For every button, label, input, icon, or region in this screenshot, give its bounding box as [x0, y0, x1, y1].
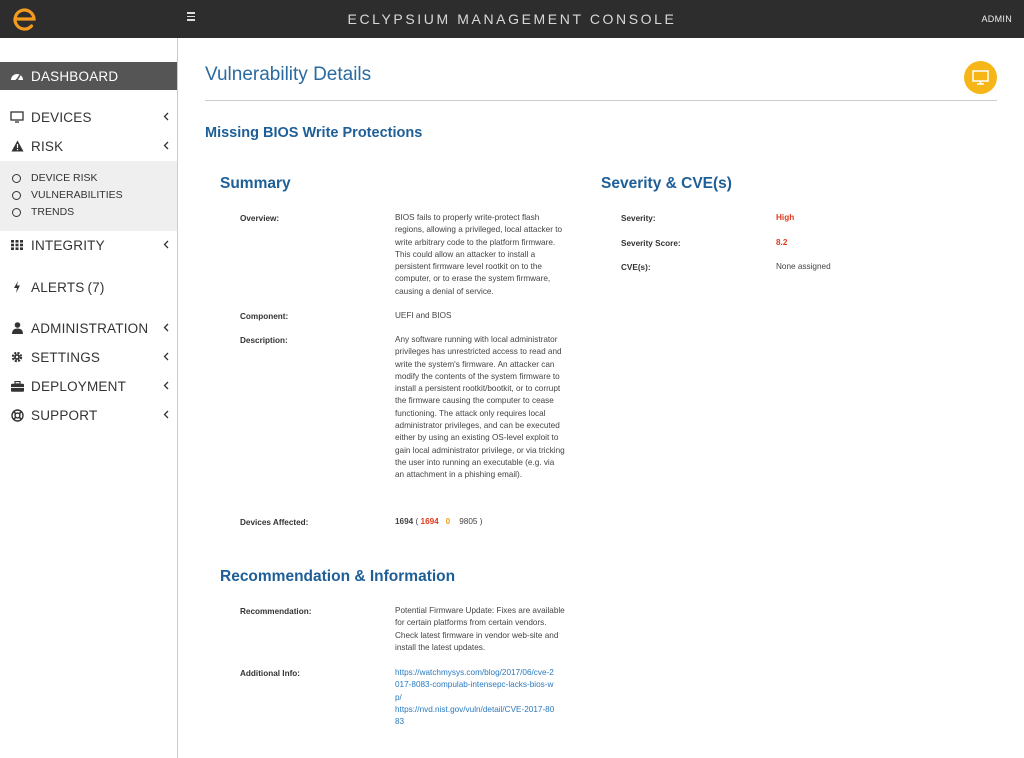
sidebar-item-support[interactable] — [0, 401, 177, 429]
bolt-icon — [10, 280, 24, 294]
severity-label: Severity: — [621, 214, 656, 223]
sidebar-item-label: SETTINGS — [31, 349, 101, 365]
monitor-icon — [972, 70, 989, 85]
devices-total: 1694 — [395, 517, 414, 526]
severity-value: High — [776, 213, 795, 222]
devices-open-paren: ( — [415, 517, 419, 526]
sidebar-item-label: DEPLOYMENT — [31, 378, 127, 394]
dashboard-icon — [10, 69, 24, 83]
sidebar-item-settings[interactable] — [0, 343, 177, 371]
overview-value: BIOS fails to properly write-protect flash regions, allowing a privileged, local attacker to write arbitrary code to the platform firmware. This could allow an attacker to install a persistent firmware level rootkit on to the computer, or to erase the system firmware, causing a denial of service. — [395, 213, 563, 296]
user-icon — [10, 321, 24, 335]
severity-score-label: Severity Score: — [621, 239, 681, 248]
submenu-item-device-risk[interactable] — [12, 171, 98, 185]
devices-medium-count[interactable]: 0 — [445, 517, 451, 526]
sidebar-item-label: DEVICES — [31, 109, 92, 125]
sidebar-item-deployment[interactable] — [0, 372, 177, 400]
lifebuoy-icon — [10, 408, 24, 422]
sidebar-item-risk[interactable] — [0, 132, 177, 160]
gear-icon — [10, 350, 24, 364]
cve-value: None assigned — [776, 262, 831, 271]
user-menu[interactable]: ADMIN — [981, 14, 1012, 24]
submenu-item-vulnerabilities[interactable] — [12, 188, 123, 202]
vulnerability-name: Missing BIOS Write Protections — [205, 125, 423, 141]
title-divider — [205, 100, 997, 101]
devices-high-count[interactable]: 1694 — [420, 517, 439, 526]
sidebar-item-label: ADMINISTRATION — [31, 320, 149, 336]
chevron-left-icon — [163, 240, 169, 249]
chevron-left-icon — [163, 141, 169, 150]
description-label: Description: — [240, 336, 288, 345]
sidebar-item-integrity[interactable] — [0, 231, 177, 259]
devices-close-paren: ) — [479, 517, 483, 526]
chevron-left-icon — [163, 112, 169, 121]
additional-info-link-watchmysys[interactable]: https://watchmysys.com/blog/2017/06/cve-2017-8083-compulab-intensepc-lacks-bios-wp/ — [395, 668, 554, 702]
circle-icon — [12, 191, 21, 200]
devices-affected-value — [395, 516, 595, 528]
sidebar-item-label: DASHBOARD — [31, 68, 119, 84]
recommendation-value: Potential Firmware Update: Fixes are available for certain platforms from certain vendors. Check latest firmware in vendor web-site and install the latest updates. — [395, 606, 565, 652]
submenu-item-label: VULNERABILITIES — [31, 189, 123, 201]
chevron-left-icon — [163, 352, 169, 361]
sidebar-item-devices[interactable] — [0, 103, 177, 131]
grid-icon — [10, 238, 24, 252]
circle-icon — [12, 174, 21, 183]
cve-label: CVE(s): — [621, 263, 651, 272]
page-title: Vulnerability Details — [205, 64, 372, 85]
submenu-item-trends[interactable] — [12, 205, 74, 219]
monitor-icon — [10, 110, 24, 124]
sidebar-item-label: ALERTS — [31, 279, 85, 295]
additional-info-links — [395, 667, 555, 728]
sidebar-item-dashboard[interactable] — [0, 62, 177, 90]
devices-affected-label: Devices Affected: — [240, 518, 309, 527]
top-bar — [0, 0, 1024, 38]
additional-info-link-nvd[interactable]: https://nvd.nist.gov/vuln/detail/CVE-2017-8083 — [395, 704, 555, 727]
warning-icon — [10, 139, 24, 153]
risk-submenu — [0, 161, 177, 231]
component-value: UEFI and BIOS — [395, 311, 452, 320]
component-label: Component: — [240, 312, 289, 321]
chevron-left-icon — [163, 323, 169, 332]
recommendation-label: Recommendation: — [240, 607, 312, 616]
submenu-item-label: TRENDS — [31, 206, 75, 218]
description-value: Any software running with local administrator privileges has unrestricted access to read and write the system's firmware. An attacker can modify the contents of the system firmware to install a persistent rootkit/bootkit, or to corrupt the firmware causing the computer to cease functioning. The attack only requires local administrator privileges, and can be executed either by using an existing OS-level exploit to gain local administrator privilege, or via tricking the user into running an executable (e.g. via an attachment in a phishing email). — [395, 335, 565, 480]
additional-info-label: Additional Info: — [240, 669, 301, 678]
sidebar-item-label: SUPPORT — [31, 407, 98, 423]
severity-heading: Severity & CVE(s) — [601, 175, 732, 192]
severity-score-value: 8.2 — [776, 238, 788, 247]
submenu-item-label: DEVICE RISK — [31, 172, 98, 184]
briefcase-icon — [10, 379, 24, 393]
recommendation-heading: Recommendation & Information — [220, 568, 456, 585]
chevron-left-icon — [163, 410, 169, 419]
sidebar-item-label: RISK — [31, 138, 64, 154]
app-title: ECLYPSIUM MANAGEMENT CONSOLE — [347, 11, 677, 27]
sidebar-item-label: INTEGRITY — [31, 237, 105, 253]
sidebar — [0, 38, 178, 758]
sidebar-item-alerts[interactable] — [0, 273, 177, 301]
circle-icon — [12, 208, 21, 217]
monitor-button[interactable] — [964, 61, 997, 94]
chevron-left-icon — [163, 381, 169, 390]
sidebar-item-administration[interactable] — [0, 314, 177, 342]
alerts-count-badge: (7) — [87, 279, 105, 295]
overview-label: Overview: — [240, 214, 280, 223]
devices-other-count[interactable]: 9805 — [459, 517, 478, 526]
summary-heading: Summary — [220, 175, 291, 192]
